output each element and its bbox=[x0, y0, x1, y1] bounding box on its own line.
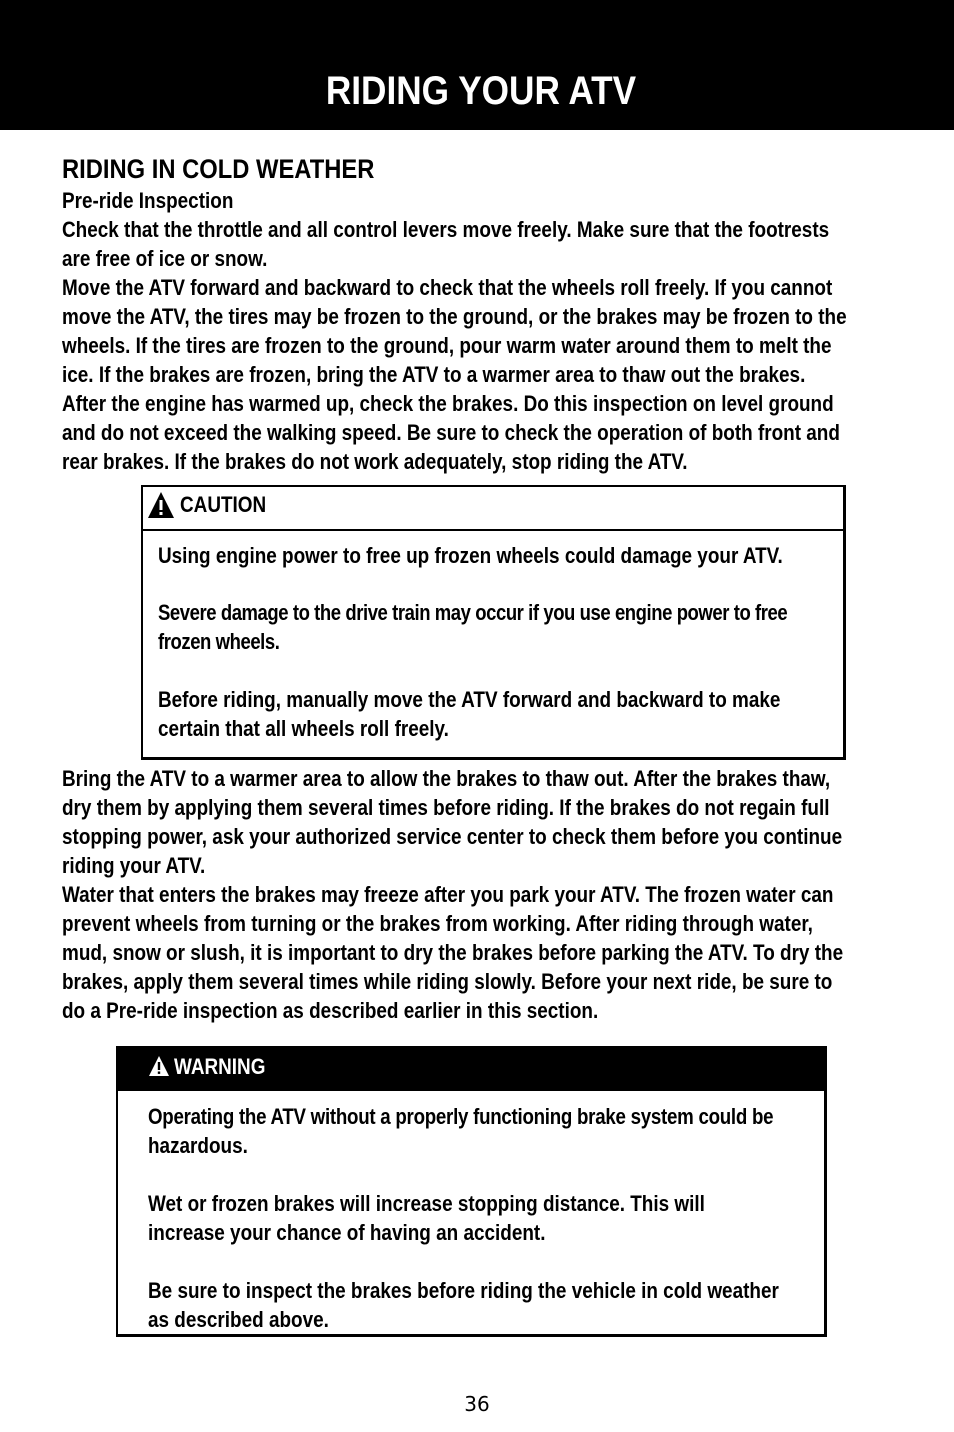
page-number: 36 bbox=[464, 1392, 490, 1416]
caution-label: CAUTION bbox=[180, 492, 267, 517]
warning-line: hazardous. bbox=[148, 1133, 248, 1158]
subheading: Pre-ride Inspection bbox=[62, 188, 234, 213]
body-line: do a Pre-ride inspection as described earlier in this section. bbox=[62, 998, 599, 1023]
body-line: stopping power, ask your authorized service center to check them before you continue bbox=[62, 824, 843, 849]
caution-line: frozen wheels. bbox=[158, 629, 280, 654]
page-title: RIDING YOUR ATV bbox=[325, 69, 637, 113]
caution-header-divider bbox=[143, 529, 843, 531]
body-line: brakes, apply them several times while riding slowly. Before your next ride, be sure to bbox=[62, 969, 833, 994]
body-line: dry them by applying them several times before riding. If the brakes do not regain full bbox=[62, 795, 830, 820]
body-line: and do not exceed the walking speed. Be sure to check the operation of both front and bbox=[62, 420, 840, 445]
body-line: Water that enters the brakes may freeze after you park your ATV. The frozen water can bbox=[62, 882, 834, 907]
caution-line: Severe damage to the drive train may occur if you use engine power to free bbox=[158, 600, 788, 625]
warning-triangle-icon bbox=[147, 491, 175, 519]
body-line: wheels. If the tires are frozen to the ground, pour warm water around them to melt the bbox=[62, 333, 832, 358]
caution-line: certain that all wheels roll freely. bbox=[158, 716, 449, 741]
body-line: Bring the ATV to a warmer area to allow the brakes to thaw out. After the brakes thaw, bbox=[62, 766, 831, 791]
warning-line: Operating the ATV without a properly functioning brake system could be bbox=[148, 1104, 774, 1129]
body-line: rear brakes. If the brakes do not work adequately, stop riding the ATV. bbox=[62, 449, 688, 474]
body-line: riding your ATV. bbox=[62, 853, 206, 878]
caution-line: Before riding, manually move the ATV forward and backward to make bbox=[158, 687, 781, 712]
body-line: are free of ice or snow. bbox=[62, 246, 268, 271]
body-line: prevent wheels from turning or the brakes from working. After riding through water, bbox=[62, 911, 813, 936]
warning-line: Be sure to inspect the brakes before riding the vehicle in cold weather bbox=[148, 1278, 779, 1303]
body-line: mud, snow or slush, it is important to dry the brakes before parking the ATV. To dry the bbox=[62, 940, 844, 965]
body-line: Move the ATV forward and backward to check that the wheels roll freely. If you cannot bbox=[62, 275, 833, 300]
section-heading: RIDING IN COLD WEATHER bbox=[62, 154, 375, 184]
warning-label: WARNING bbox=[174, 1054, 266, 1079]
warning-triangle-icon bbox=[148, 1055, 170, 1077]
warning-line: increase your chance of having an accident. bbox=[148, 1220, 546, 1245]
warning-line: as described above. bbox=[148, 1307, 329, 1332]
warning-line: Wet or frozen brakes will increase stopping distance. This will bbox=[148, 1191, 705, 1216]
body-line: After the engine has warmed up, check the brakes. Do this inspection on level ground bbox=[62, 391, 834, 416]
caution-line: Using engine power to free up frozen wheels could damage your ATV. bbox=[158, 543, 783, 568]
body-line: Check that the throttle and all control levers move freely. Make sure that the footrests bbox=[62, 217, 830, 242]
body-line: move the ATV, the tires may be frozen to the ground, or the brakes may be frozen to the bbox=[62, 304, 847, 329]
body-line: ice. If the brakes are frozen, bring the ATV to a warmer area to thaw out the brakes. bbox=[62, 362, 806, 387]
